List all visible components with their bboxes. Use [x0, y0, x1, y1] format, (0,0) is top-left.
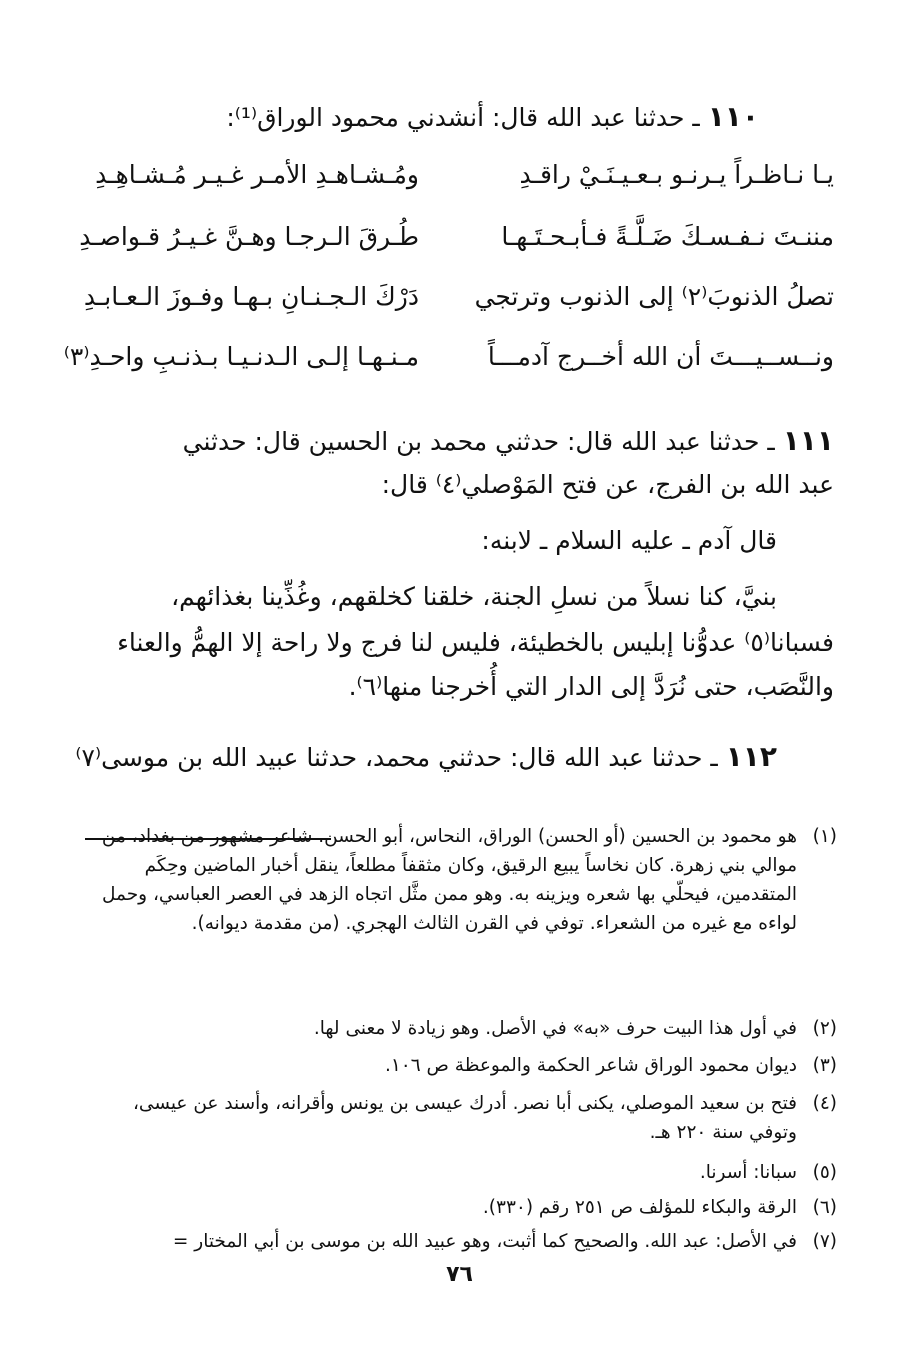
verse-right: تصلُ الذنوبَ⁽٢⁾ إلى الذنوب وترتجي: [474, 282, 834, 311]
footnote: [85, 1014, 837, 1043]
footnote-text: في الأصل: عبد الله. والصحيح كما أثبت، وهو عبيد الله بن موسى بن أبي المختار =: [172, 1231, 797, 1252]
footnote: [85, 1227, 837, 1256]
verse-left: مـنـهـا إلـى الـدنـيـا بـذنـبِ واحـدِ⁽٣⁾: [63, 342, 419, 371]
footnote: [85, 1158, 837, 1187]
footnote-text: في أول هذا البيت حرف «به» في الأصل. وهو زيادة لا معنى لها.: [313, 1018, 797, 1039]
footnote: [85, 1051, 837, 1080]
footnote-text: الرقة والبكاء للمؤلف ص ٢٥١ رقم (٣٣٠).: [482, 1197, 797, 1218]
section-112-heading: [75, 740, 777, 773]
footnote-text: ديوان محمود الوراق شاعر الحكمة والموعظة ص ١٠٦.: [384, 1055, 797, 1076]
section-110-heading: [226, 100, 759, 133]
page-number: ٧٦: [446, 1262, 473, 1287]
verse-right: يـا نـاظـراً يـرنـو بـعـيـنَـيْ راقـدِ: [519, 160, 834, 189]
footnote-text: سبانا: أسرنا.: [699, 1162, 797, 1183]
section-number: ١١٠: [707, 100, 759, 133]
footnote: [85, 1089, 837, 1147]
text-line: ـ حدثنا عبد الله قال: أنشدني محمود الوراق⁽¹⁾:: [226, 103, 700, 132]
footnote: [85, 822, 837, 938]
text-line: بنيَّ، كنا نسلاً من نسلِ الجنة، خلقنا كخلقهم، وغُذِّينا بغذائهم،: [171, 582, 777, 611]
verse-right: مننـتَ نـفـسـكَ ضَـلَّـةً فـأبـحـتَـهـا: [501, 222, 834, 251]
footnote-number: (٦): [812, 1197, 837, 1218]
footnote-number: (٢): [812, 1018, 837, 1039]
footnote-number: (٣): [812, 1055, 837, 1076]
text-line: عبد الله بن الفرج، عن فتح المَوْصلي⁽٤⁾ قال:: [381, 470, 834, 499]
footnote-number: (٥): [812, 1162, 837, 1183]
footnote-text: هو محمود بن الحسين (أو الحسن) الوراق، النحاس، أبو الحسن. شاعر مشهور من بغداد، من موالي بني زهرة. كان نخاساً يبيع الرقيق، وكان مثقفاً مطلعاً، ينقل أخبار الماضين وحِكَم المتقدمين، فيحلّي بها شعره ويزينه به. وهو ممن مثَّل اتجاه الزهد في العصر العباسي، وحمل لواءه مع غيره من الشعراء. توفي في القرن الثالث الهجري. (من مقدمة ديوانه).: [101, 826, 797, 934]
text-line: والنَّصَب، حتى نُرَدَّ إلى الدار التي أُخرجنا منها⁽٦⁾.: [348, 672, 834, 701]
text-line: ـ حدثنا عبد الله قال: حدثني محمد بن الحسين قال: حدثني: [182, 427, 775, 456]
verse-right: ونــســيـــتَ أن الله أخــرج آدمـــاً: [487, 342, 834, 371]
verse-left: ومُـشـاهـدِ الأمـر غـيـر مُـشـاهِـدِ: [95, 160, 419, 189]
footnote-number: (٤): [812, 1093, 837, 1114]
verse-left: طُـرقَ الـرجـا وهـنَّ غـيـرُ قـواصـدِ: [79, 222, 419, 251]
verse-left: دَرْكَ الـجـنـانِ بـهـا وفـوزَ الـعـابـدِ: [83, 282, 419, 311]
text-line: قال آدم ـ عليه السلام ـ لابنه:: [481, 526, 777, 555]
text-line: ـ حدثنا عبد الله قال: حدثني محمد، حدثنا عبيد الله بن موسى⁽٧⁾: [75, 743, 718, 772]
text-line: فسبانا⁽٥⁾ عدوُّنا إبليس بالخطيئة، فليس لنا فرج ولا راحة إلا الهمُّ والعناء: [117, 628, 834, 657]
footnote-text: فتح بن سعيد الموصلي، يكنى أبا نصر. أدرك عيسى بن يونس وأقرانه، وأسند عن عيسى، وتوفي سنة ٢٢٠ هـ.: [132, 1093, 797, 1143]
footnote-number: (٧): [812, 1231, 837, 1252]
section-number: ١١١: [782, 424, 834, 457]
footnote: [85, 1193, 837, 1222]
section-111-heading: [183, 424, 834, 457]
footnote-number: (١): [812, 826, 837, 847]
section-number: ١١٢: [725, 740, 777, 773]
